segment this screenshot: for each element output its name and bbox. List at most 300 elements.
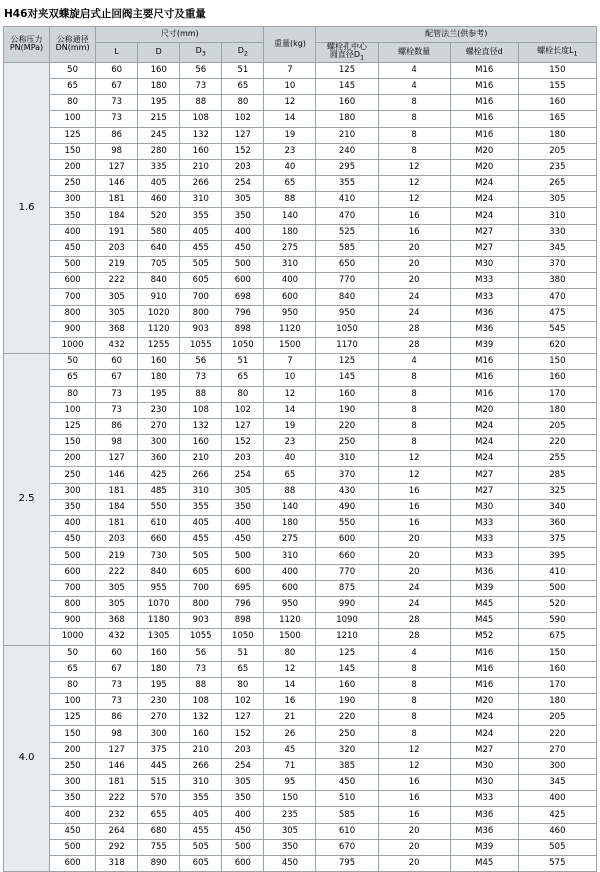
cell-bolt-length: 505	[518, 839, 596, 855]
cell-d2: 152	[222, 143, 264, 159]
cell-bolt-circle: 550	[316, 516, 378, 532]
cell-bolt-length: 165	[518, 111, 596, 127]
table-row	[4, 321, 597, 337]
cell-weight: 310	[264, 257, 316, 273]
table-row	[4, 159, 597, 175]
cell-weight: 45	[264, 742, 316, 758]
cell-l: 86	[96, 127, 138, 143]
cell-l: 184	[96, 499, 138, 515]
table-row	[4, 791, 597, 807]
cell-bolt-length: 500	[518, 580, 596, 596]
cell-bolt-length: 220	[518, 726, 596, 742]
cell-d3: 800	[180, 596, 222, 612]
table-row	[4, 726, 597, 742]
cell-weight: 10	[264, 370, 316, 386]
cell-weight: 23	[264, 143, 316, 159]
cell-d2: 127	[222, 127, 264, 143]
cell-bolt-dia: M16	[450, 354, 518, 370]
cell-weight: 450	[264, 855, 316, 871]
cell-dn: 450	[50, 240, 96, 256]
header-bolt-dia: 螺栓直径d	[450, 43, 518, 63]
cell-bolt-circle: 610	[316, 823, 378, 839]
cell-bolt-count: 16	[378, 807, 450, 823]
cell-dn: 50	[50, 354, 96, 370]
cell-bolt-circle: 840	[316, 289, 378, 305]
cell-bolt-count: 8	[378, 677, 450, 693]
cell-weight: 14	[264, 402, 316, 418]
cell-l: 60	[96, 645, 138, 661]
cell-l: 60	[96, 62, 138, 78]
cell-bolt-length: 205	[518, 143, 596, 159]
cell-d2: 695	[222, 580, 264, 596]
cell-d2: 600	[222, 273, 264, 289]
cell-d2: 1050	[222, 629, 264, 645]
cell-bolt-circle: 1170	[316, 337, 378, 353]
cell-bolt-circle: 585	[316, 807, 378, 823]
cell-bolt-length: 220	[518, 435, 596, 451]
cell-bolt-circle: 490	[316, 499, 378, 515]
cell-d3: 160	[180, 726, 222, 742]
table-row	[4, 855, 597, 871]
cell-l: 73	[96, 694, 138, 710]
table-row	[4, 111, 597, 127]
cell-d3: 56	[180, 354, 222, 370]
cell-bolt-count: 24	[378, 596, 450, 612]
cell-d3: 88	[180, 386, 222, 402]
cell-d3: 108	[180, 694, 222, 710]
cell-bolt-circle: 450	[316, 775, 378, 791]
cell-d: 180	[138, 370, 180, 386]
cell-d3: 56	[180, 62, 222, 78]
cell-dn: 200	[50, 451, 96, 467]
cell-d3: 88	[180, 677, 222, 693]
cell-bolt-circle: 125	[316, 354, 378, 370]
cell-bolt-count: 8	[378, 402, 450, 418]
cell-d2: 350	[222, 499, 264, 515]
cell-dn: 800	[50, 596, 96, 612]
cell-bolt-dia: M36	[450, 807, 518, 823]
cell-d: 890	[138, 855, 180, 871]
cell-bolt-dia: M33	[450, 516, 518, 532]
cell-bolt-count: 20	[378, 532, 450, 548]
cell-l: 305	[96, 305, 138, 321]
cell-dn: 900	[50, 321, 96, 337]
table-row	[4, 613, 597, 629]
header-weight: 重量(kg)	[264, 27, 316, 63]
cell-d2: 796	[222, 596, 264, 612]
cell-bolt-dia: M16	[450, 62, 518, 78]
header-l: L	[96, 43, 138, 63]
cell-bolt-circle: 410	[316, 192, 378, 208]
cell-bolt-dia: M16	[450, 370, 518, 386]
cell-bolt-circle: 430	[316, 483, 378, 499]
cell-bolt-count: 8	[378, 95, 450, 111]
pressure-rating-cell: 2.5	[4, 354, 50, 645]
cell-d3: 455	[180, 823, 222, 839]
cell-d2: 51	[222, 62, 264, 78]
header-group-flange: 配管法兰(供参考)	[316, 27, 597, 43]
cell-dn: 350	[50, 208, 96, 224]
header-bolt-circle-line2: 圆直径$D_1$	[329, 50, 365, 62]
cell-bolt-length: 345	[518, 240, 596, 256]
table-row	[4, 677, 597, 693]
cell-bolt-length: 620	[518, 337, 596, 353]
cell-bolt-dia: M45	[450, 855, 518, 871]
cell-l: 181	[96, 192, 138, 208]
cell-d2: 51	[222, 354, 264, 370]
cell-weight: 23	[264, 435, 316, 451]
cell-d: 270	[138, 710, 180, 726]
cell-bolt-length: 370	[518, 257, 596, 273]
cell-l: 127	[96, 742, 138, 758]
table-row	[4, 710, 597, 726]
cell-d: 280	[138, 143, 180, 159]
table-row	[4, 807, 597, 823]
cell-weight: 19	[264, 127, 316, 143]
cell-bolt-circle: 250	[316, 435, 378, 451]
cell-d3: 505	[180, 257, 222, 273]
cell-bolt-circle: 125	[316, 62, 378, 78]
cell-bolt-length: 300	[518, 758, 596, 774]
cell-dn: 100	[50, 694, 96, 710]
cell-d: 195	[138, 677, 180, 693]
cell-d2: 450	[222, 532, 264, 548]
cell-d3: 160	[180, 435, 222, 451]
cell-bolt-count: 8	[378, 710, 450, 726]
cell-dn: 80	[50, 677, 96, 693]
cell-bolt-dia: M45	[450, 613, 518, 629]
cell-bolt-circle: 875	[316, 580, 378, 596]
cell-bolt-dia: M39	[450, 839, 518, 855]
header-row-1	[4, 27, 597, 43]
header-bolt-length: 螺栓长度$L_1$	[518, 43, 596, 63]
cell-weight: 950	[264, 596, 316, 612]
cell-l: 222	[96, 791, 138, 807]
cell-bolt-circle: 470	[316, 208, 378, 224]
cell-bolt-dia: M36	[450, 823, 518, 839]
cell-bolt-circle: 660	[316, 548, 378, 564]
cell-d: 300	[138, 435, 180, 451]
cell-weight: 140	[264, 208, 316, 224]
cell-d2: 500	[222, 839, 264, 855]
cell-weight: 80	[264, 645, 316, 661]
cell-bolt-circle: 370	[316, 467, 378, 483]
header-bolt-circle	[316, 43, 378, 63]
table-row	[4, 386, 597, 402]
table-row	[4, 645, 597, 661]
table-row	[4, 418, 597, 434]
cell-l: 222	[96, 273, 138, 289]
cell-d3: 505	[180, 548, 222, 564]
cell-d2: 450	[222, 240, 264, 256]
cell-d: 515	[138, 775, 180, 791]
cell-bolt-count: 28	[378, 629, 450, 645]
cell-dn: 350	[50, 791, 96, 807]
cell-weight: 235	[264, 807, 316, 823]
cell-d2: 500	[222, 548, 264, 564]
table-row	[4, 758, 597, 774]
cell-d2: 80	[222, 677, 264, 693]
cell-d2: 127	[222, 418, 264, 434]
cell-bolt-dia: M24	[450, 451, 518, 467]
table-row	[4, 580, 597, 596]
cell-bolt-dia: M20	[450, 402, 518, 418]
cell-dn: 400	[50, 807, 96, 823]
cell-d2: 65	[222, 78, 264, 94]
cell-bolt-count: 16	[378, 791, 450, 807]
cell-weight: 400	[264, 564, 316, 580]
cell-d: 910	[138, 289, 180, 305]
cell-d2: 400	[222, 516, 264, 532]
cell-l: 73	[96, 677, 138, 693]
table-row	[4, 354, 597, 370]
cell-bolt-dia: M16	[450, 127, 518, 143]
cell-weight: 350	[264, 839, 316, 855]
cell-d2: 1050	[222, 337, 264, 353]
cell-l: 67	[96, 78, 138, 94]
cell-weight: 305	[264, 823, 316, 839]
cell-l: 86	[96, 418, 138, 434]
cell-d: 1180	[138, 613, 180, 629]
cell-dn: 1000	[50, 337, 96, 353]
cell-bolt-count: 8	[378, 418, 450, 434]
cell-bolt-dia: M33	[450, 289, 518, 305]
cell-bolt-length: 150	[518, 354, 596, 370]
cell-l: 98	[96, 143, 138, 159]
cell-d3: 903	[180, 613, 222, 629]
header-bolt-count: 螺栓数量	[378, 43, 450, 63]
cell-l: 67	[96, 661, 138, 677]
cell-d: 230	[138, 402, 180, 418]
cell-bolt-circle: 385	[316, 758, 378, 774]
cell-weight: 1120	[264, 321, 316, 337]
cell-bolt-circle: 160	[316, 386, 378, 402]
cell-dn: 65	[50, 78, 96, 94]
cell-bolt-dia: M16	[450, 661, 518, 677]
cell-weight: 600	[264, 289, 316, 305]
cell-d2: 203	[222, 159, 264, 175]
cell-dn: 900	[50, 613, 96, 629]
cell-bolt-count: 4	[378, 62, 450, 78]
cell-bolt-dia: M16	[450, 677, 518, 693]
cell-d3: 355	[180, 208, 222, 224]
cell-bolt-length: 235	[518, 159, 596, 175]
cell-bolt-dia: M30	[450, 775, 518, 791]
cell-d3: 605	[180, 855, 222, 871]
cell-l: 146	[96, 176, 138, 192]
cell-bolt-circle: 950	[316, 305, 378, 321]
cell-d2: 80	[222, 95, 264, 111]
cell-dn: 65	[50, 661, 96, 677]
cell-d: 640	[138, 240, 180, 256]
cell-l: 73	[96, 111, 138, 127]
cell-bolt-count: 24	[378, 305, 450, 321]
cell-dn: 80	[50, 386, 96, 402]
cell-bolt-count: 8	[378, 386, 450, 402]
cell-d: 485	[138, 483, 180, 499]
cell-bolt-circle: 650	[316, 257, 378, 273]
cell-bolt-circle: 600	[316, 532, 378, 548]
cell-bolt-circle: 1050	[316, 321, 378, 337]
cell-l: 219	[96, 257, 138, 273]
cell-d2: 400	[222, 807, 264, 823]
table-row	[4, 208, 597, 224]
cell-l: 191	[96, 224, 138, 240]
cell-weight: 14	[264, 677, 316, 693]
cell-dn: 450	[50, 823, 96, 839]
cell-weight: 95	[264, 775, 316, 791]
cell-d: 425	[138, 467, 180, 483]
cell-bolt-dia: M39	[450, 580, 518, 596]
cell-d2: 600	[222, 564, 264, 580]
header-dn-line1: 公称通径	[56, 35, 89, 44]
cell-bolt-dia: M16	[450, 95, 518, 111]
table-row	[4, 694, 597, 710]
cell-d: 160	[138, 62, 180, 78]
table-row	[4, 127, 597, 143]
table-row	[4, 95, 597, 111]
cell-bolt-dia: M24	[450, 435, 518, 451]
cell-bolt-count: 20	[378, 823, 450, 839]
cell-bolt-length: 425	[518, 807, 596, 823]
cell-weight: 1120	[264, 613, 316, 629]
cell-bolt-dia: M30	[450, 758, 518, 774]
specification-table	[3, 26, 597, 872]
table-row	[4, 224, 597, 240]
cell-l: 432	[96, 629, 138, 645]
cell-bolt-count: 20	[378, 240, 450, 256]
cell-l: 73	[96, 402, 138, 418]
cell-bolt-dia: M33	[450, 548, 518, 564]
cell-bolt-count: 8	[378, 435, 450, 451]
cell-d: 1070	[138, 596, 180, 612]
cell-d2: 102	[222, 402, 264, 418]
cell-bolt-length: 180	[518, 127, 596, 143]
cell-d: 955	[138, 580, 180, 596]
cell-bolt-dia: M27	[450, 240, 518, 256]
cell-bolt-length: 360	[518, 516, 596, 532]
cell-bolt-dia: M24	[450, 208, 518, 224]
cell-weight: 19	[264, 418, 316, 434]
cell-l: 368	[96, 321, 138, 337]
cell-d2: 796	[222, 305, 264, 321]
cell-bolt-count: 4	[378, 78, 450, 94]
table-row	[4, 78, 597, 94]
cell-bolt-dia: M27	[450, 742, 518, 758]
cell-d2: 305	[222, 775, 264, 791]
cell-d: 755	[138, 839, 180, 855]
cell-l: 146	[96, 467, 138, 483]
table-row	[4, 435, 597, 451]
cell-bolt-length: 460	[518, 823, 596, 839]
cell-l: 264	[96, 823, 138, 839]
cell-dn: 350	[50, 499, 96, 515]
cell-d: 405	[138, 176, 180, 192]
cell-bolt-count: 4	[378, 645, 450, 661]
cell-l: 292	[96, 839, 138, 855]
cell-dn: 300	[50, 483, 96, 499]
cell-bolt-count: 8	[378, 661, 450, 677]
cell-l: 318	[96, 855, 138, 871]
cell-d: 180	[138, 661, 180, 677]
cell-d: 1020	[138, 305, 180, 321]
cell-d3: 73	[180, 78, 222, 94]
cell-bolt-circle: 220	[316, 710, 378, 726]
cell-d: 460	[138, 192, 180, 208]
cell-d3: 266	[180, 467, 222, 483]
cell-bolt-count: 16	[378, 516, 450, 532]
cell-weight: 140	[264, 499, 316, 515]
cell-bolt-count: 12	[378, 159, 450, 175]
cell-bolt-length: 575	[518, 855, 596, 871]
cell-bolt-circle: 190	[316, 402, 378, 418]
cell-weight: 14	[264, 111, 316, 127]
cell-bolt-count: 12	[378, 742, 450, 758]
cell-d3: 700	[180, 289, 222, 305]
cell-l: 181	[96, 775, 138, 791]
cell-bolt-count: 4	[378, 354, 450, 370]
cell-bolt-circle: 1090	[316, 613, 378, 629]
cell-weight: 180	[264, 516, 316, 532]
cell-bolt-length: 325	[518, 483, 596, 499]
cell-bolt-circle: 160	[316, 677, 378, 693]
cell-bolt-length: 170	[518, 677, 596, 693]
cell-bolt-circle: 355	[316, 176, 378, 192]
cell-dn: 250	[50, 467, 96, 483]
cell-bolt-dia: M20	[450, 694, 518, 710]
cell-l: 98	[96, 435, 138, 451]
cell-dn: 80	[50, 95, 96, 111]
cell-l: 219	[96, 548, 138, 564]
cell-bolt-circle: 770	[316, 273, 378, 289]
cell-d2: 254	[222, 758, 264, 774]
cell-d2: 898	[222, 321, 264, 337]
cell-bolt-length: 305	[518, 192, 596, 208]
table-body	[4, 62, 597, 871]
cell-d: 705	[138, 257, 180, 273]
cell-bolt-length: 340	[518, 499, 596, 515]
cell-d2: 102	[222, 694, 264, 710]
table-row	[4, 257, 597, 273]
cell-bolt-dia: M16	[450, 111, 518, 127]
cell-d2: 254	[222, 467, 264, 483]
cell-d3: 56	[180, 645, 222, 661]
cell-d: 660	[138, 532, 180, 548]
cell-dn: 600	[50, 273, 96, 289]
cell-d: 840	[138, 564, 180, 580]
cell-d: 160	[138, 354, 180, 370]
table-row	[4, 564, 597, 580]
cell-bolt-length: 170	[518, 386, 596, 402]
cell-weight: 7	[264, 354, 316, 370]
header-dn	[50, 27, 96, 63]
cell-bolt-count: 8	[378, 127, 450, 143]
cell-bolt-count: 16	[378, 483, 450, 499]
cell-weight: 180	[264, 224, 316, 240]
cell-d: 300	[138, 726, 180, 742]
cell-d2: 500	[222, 257, 264, 273]
cell-bolt-length: 475	[518, 305, 596, 321]
cell-weight: 71	[264, 758, 316, 774]
cell-dn: 500	[50, 839, 96, 855]
cell-d2: 350	[222, 208, 264, 224]
cell-weight: 600	[264, 580, 316, 596]
cell-bolt-length: 205	[518, 710, 596, 726]
cell-d3: 903	[180, 321, 222, 337]
cell-bolt-count: 12	[378, 451, 450, 467]
cell-bolt-length: 545	[518, 321, 596, 337]
cell-d2: 305	[222, 192, 264, 208]
